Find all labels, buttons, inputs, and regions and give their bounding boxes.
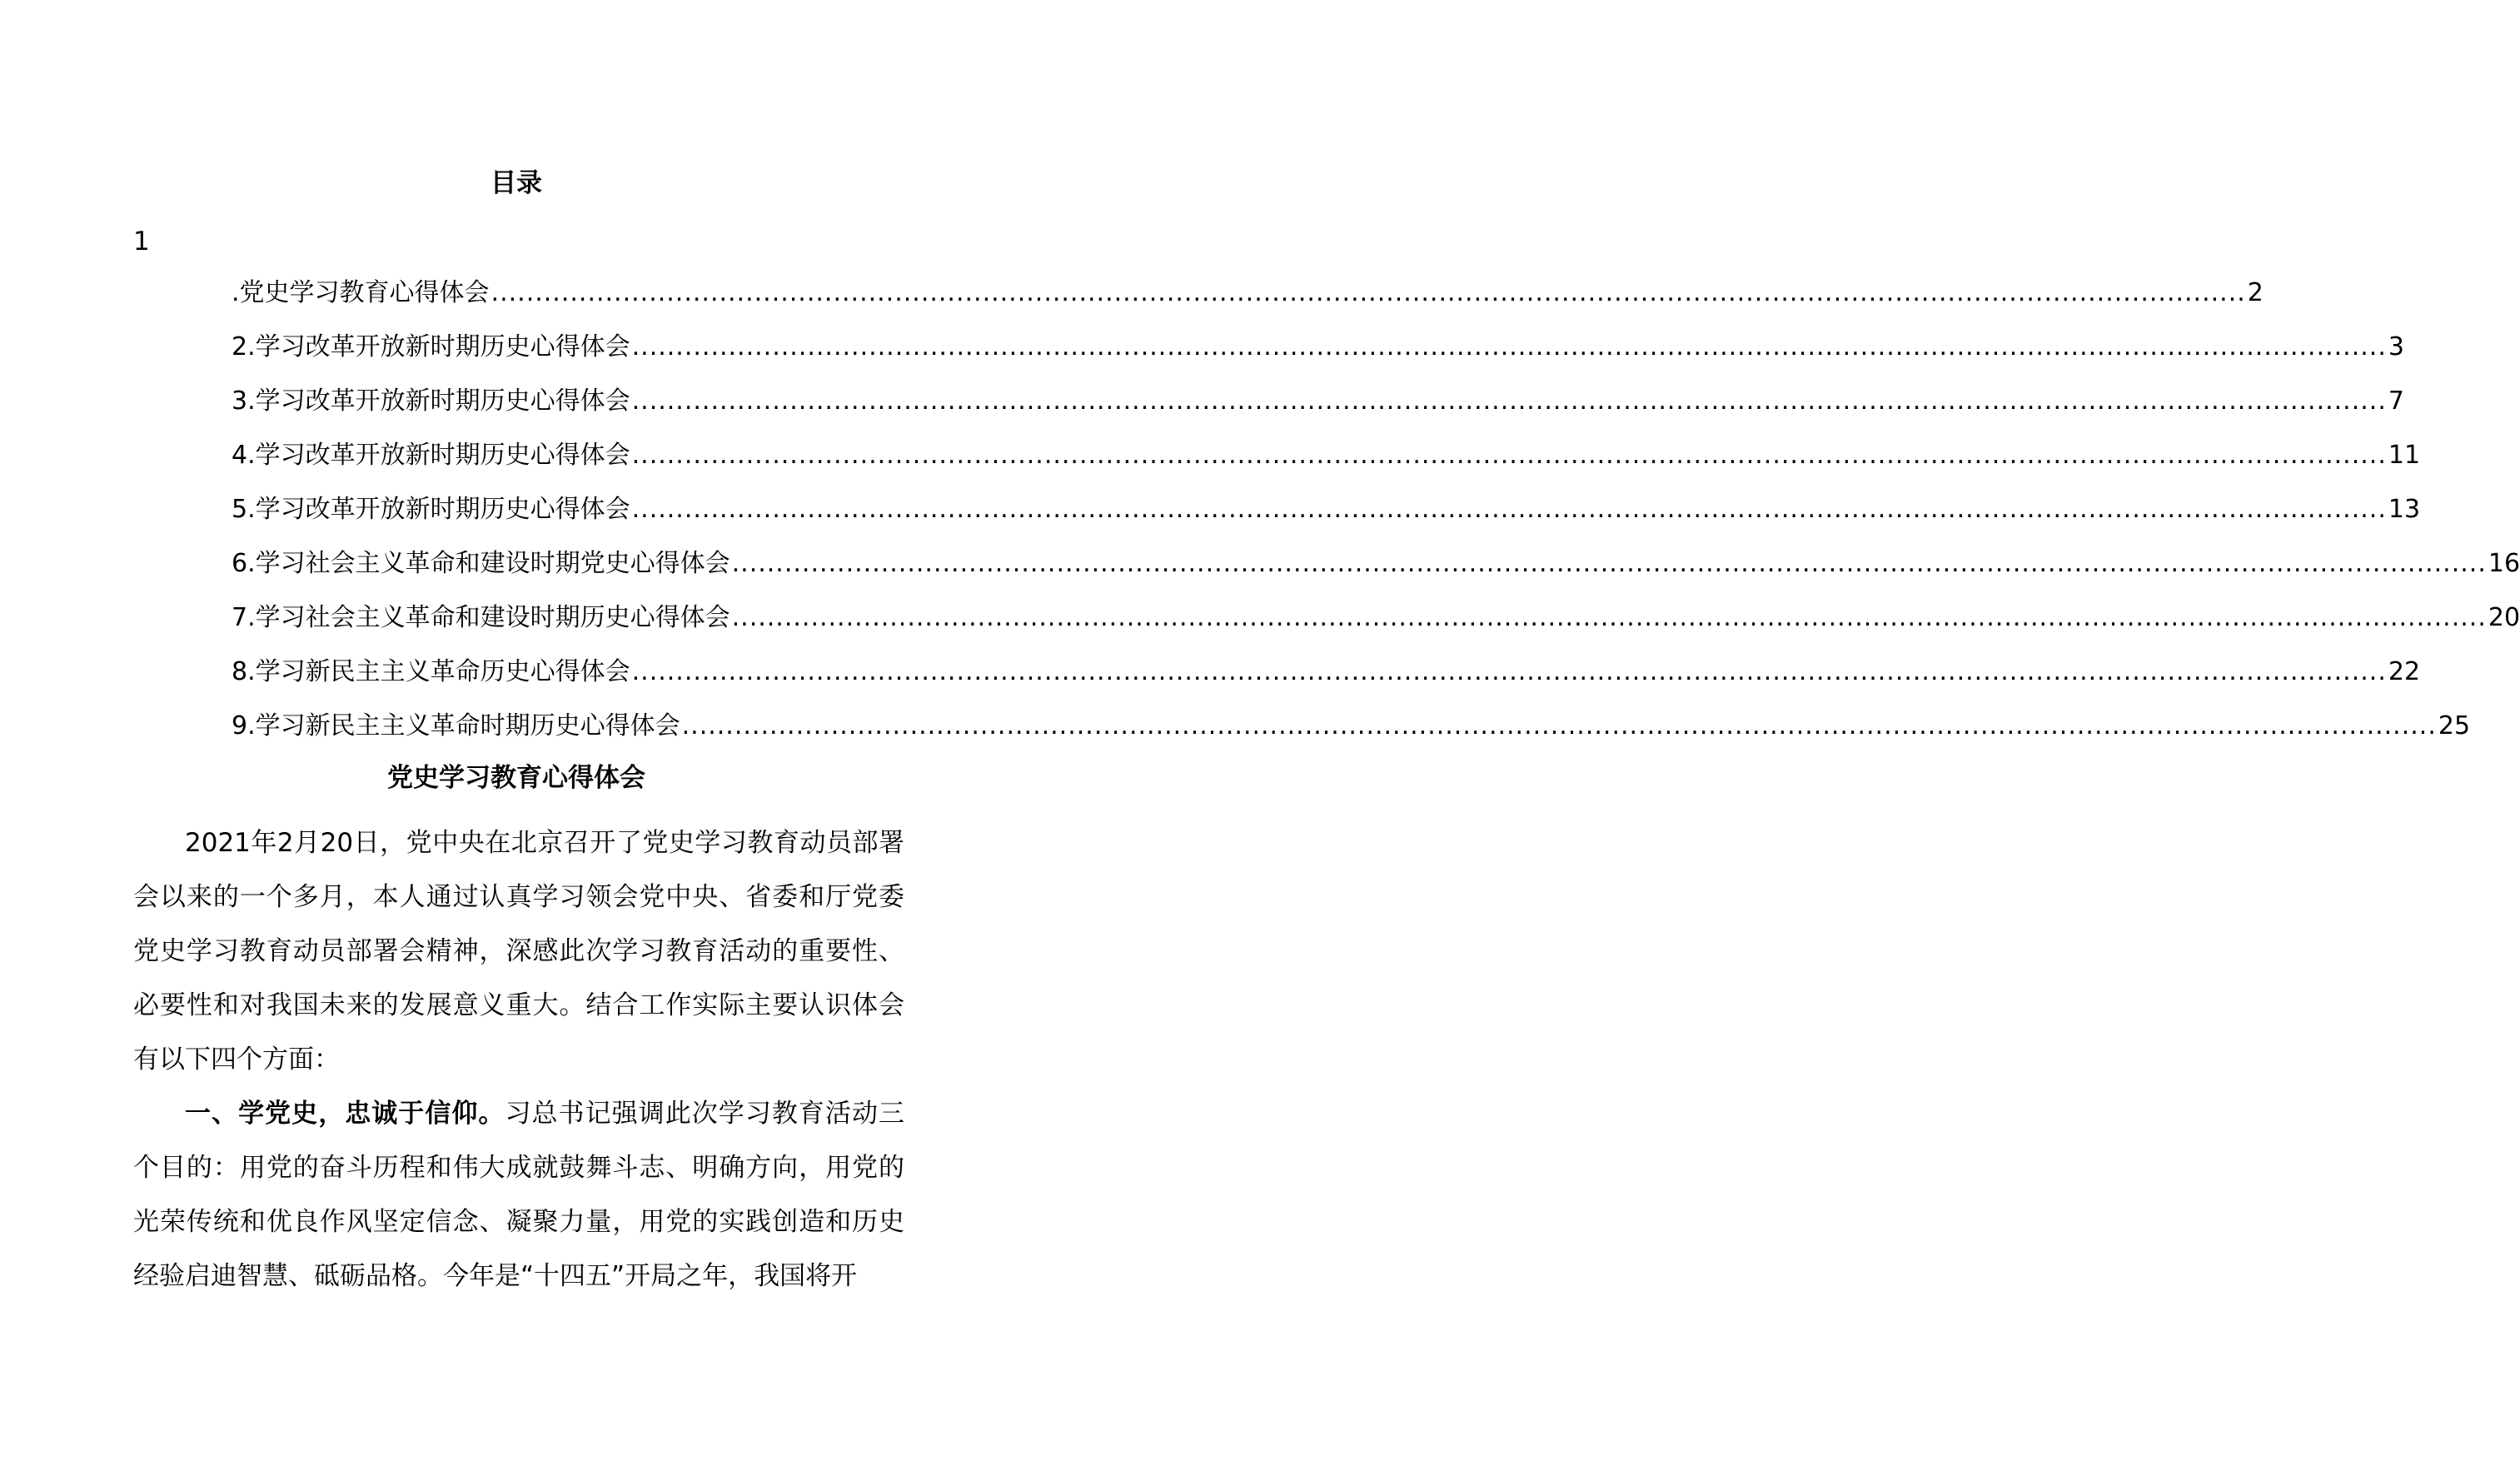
toc-item[interactable] bbox=[232, 654, 2421, 708]
toc-item-page: 2 bbox=[2247, 278, 2264, 307]
paragraph-text: 习总书记强调此次学习教育活动三个目的：用党的奋斗历程和伟大成就鼓舞斗志、明确方向，用党的光荣传统和优良作风坚定信念、凝聚力量，用党的实践创造和历史经验启迪智慧、砥砺品格。今年是“十四五”开局之年，我国将开 bbox=[133, 1099, 905, 1291]
paragraph: 2021年2月20日，党中央在北京召开了党史学习教育动员部署会以来的一个多月，本人通过认真学习领会党中央、省委和厅党委党史学习教育动员部署会精神，深感此次学习教育活动的重要性、必要性和对我国未来的发展意义重大。结合工作实际主要认识体会有以下四个方面： bbox=[133, 828, 904, 1075]
toc-item-label: 5.学习改革开放新时期历史心得体会 bbox=[232, 495, 630, 524]
article-body bbox=[133, 816, 904, 1304]
toc-leader-dots: ........................................................................................................................................................................................................ bbox=[631, 386, 2387, 416]
toc-item-label: 6.学习社会主义革命和建设时期党史心得体会 bbox=[232, 549, 730, 578]
toc-item[interactable] bbox=[232, 437, 2421, 491]
toc-leader-dots: ........................................................................................................................................................................................................ bbox=[491, 278, 2246, 307]
toc-item-page: 25 bbox=[2438, 711, 2471, 740]
toc-item[interactable] bbox=[232, 600, 2520, 654]
toc-title: 目录 bbox=[491, 168, 542, 198]
toc-item-page: 3 bbox=[2388, 332, 2404, 362]
paragraph-lead-heading: 一、学党史，忠诚于信仰。 bbox=[185, 1099, 505, 1129]
toc-item-page: 20 bbox=[2488, 603, 2520, 632]
toc-leader-dots: ........................................................................................................................................................................................................ bbox=[731, 549, 2487, 578]
toc-leader-dots: ........................................................................................................................................................................................................ bbox=[681, 711, 2437, 740]
toc-list bbox=[232, 275, 2520, 762]
toc-item-page: 13 bbox=[2388, 495, 2421, 524]
toc-leader-dots: ........................................................................................................................................................................................................ bbox=[731, 603, 2487, 632]
toc-item-label: 7.学习社会主义革命和建设时期历史心得体会 bbox=[232, 603, 730, 632]
toc-leader-dots: ........................................................................................................................................................................................................ bbox=[631, 495, 2387, 524]
toc-leader-dots: ........................................................................................................................................................................................................ bbox=[631, 441, 2387, 470]
toc-item-page: 22 bbox=[2388, 657, 2421, 686]
toc-item[interactable] bbox=[232, 546, 2520, 600]
toc-item[interactable] bbox=[232, 383, 2404, 437]
toc-item-label: 3.学习改革开放新时期历史心得体会 bbox=[232, 386, 630, 416]
toc-item-label: 2.学习改革开放新时期历史心得体会 bbox=[232, 332, 630, 362]
toc-item-label: 8.学习新民主主义革命历史心得体会 bbox=[232, 657, 630, 686]
toc-item-page: 16 bbox=[2488, 549, 2520, 578]
toc-item[interactable] bbox=[232, 329, 2404, 383]
toc-leader-dots: ........................................................................................................................................................................................................ bbox=[631, 332, 2387, 362]
toc-item[interactable] bbox=[232, 708, 2471, 762]
toc-item-label: .党史学习教育心得体会 bbox=[232, 278, 490, 307]
toc-leader-dots: ........................................................................................................................................................................................................ bbox=[631, 657, 2387, 686]
toc-number: 1 bbox=[133, 227, 150, 257]
toc-item-label: 4.学习改革开放新时期历史心得体会 bbox=[232, 441, 630, 470]
article-title: 党史学习教育心得体会 bbox=[387, 763, 645, 793]
toc-item-page: 11 bbox=[2388, 441, 2421, 470]
toc-item-label: 9.学习新民主主义革命时期历史心得体会 bbox=[232, 711, 680, 740]
toc-item[interactable] bbox=[232, 275, 2264, 329]
paragraph bbox=[133, 1087, 904, 1304]
toc-item[interactable] bbox=[232, 491, 2421, 546]
toc-item-page: 7 bbox=[2388, 386, 2404, 416]
